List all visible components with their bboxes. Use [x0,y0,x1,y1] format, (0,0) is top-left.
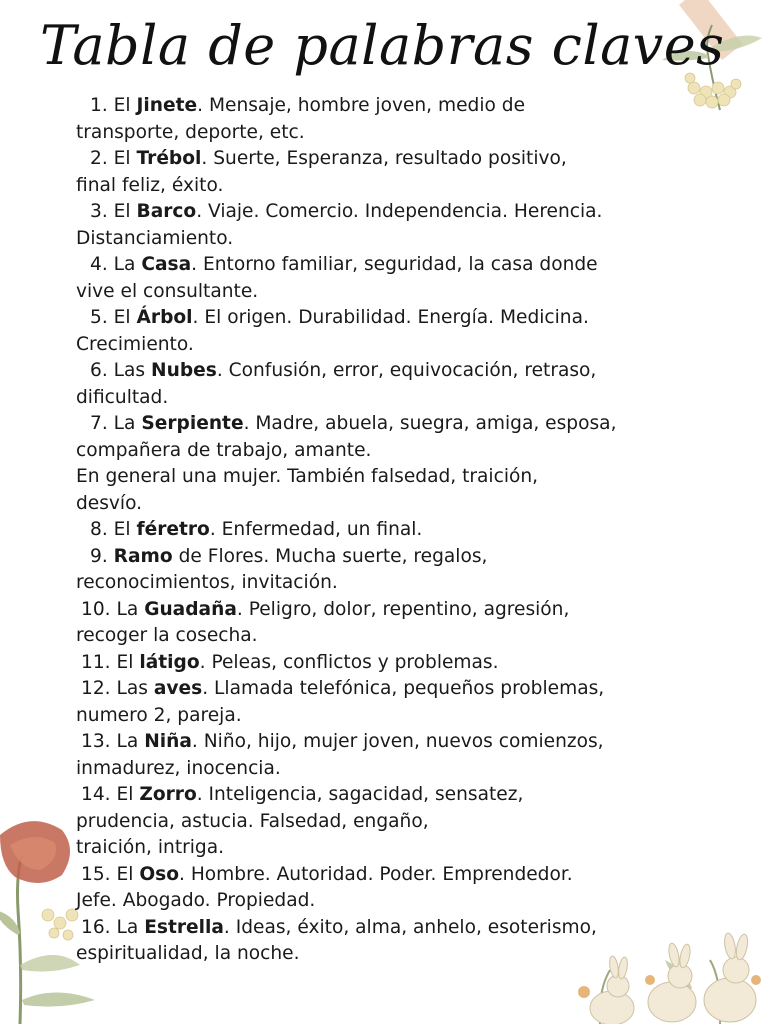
entry-text: transporte, deporte, etc. [76,121,305,143]
entry-article: El [116,784,134,805]
entry-number: 2. [90,148,108,169]
entry-number: 9. [90,545,108,567]
list-item [76,597,696,650]
entry-article: La [113,254,136,275]
entry-text: . Suerte, Esperanza, resultado positivo, [201,148,567,169]
entry-number: 4. [90,254,108,275]
entry-article: La [113,413,136,434]
entry-keyword: Oso [139,863,179,885]
entry-text: compañera de trabajo, amante. [76,439,372,461]
list-item [76,305,696,358]
list-item [76,544,696,597]
entry-keyword: Estrella [144,916,224,938]
list-item [76,862,696,915]
entry-text: recoger la cosecha. [76,625,258,646]
list-item [76,915,696,968]
entry-number: 13. [81,731,111,752]
entry-text: Jefe. Abogado. Propiedad. [76,890,316,911]
entry-keyword: Casa [141,254,192,275]
entry-article: El [113,148,131,169]
entry-article: El [113,95,131,116]
entry-article: La [116,916,139,938]
entry-text: Crecimiento. [76,333,194,355]
entry-article: La [116,731,139,752]
list-item [76,199,696,252]
list-item [76,676,696,729]
entry-text: reconocimientos, invitación. [76,572,338,593]
entry-text: . Entorno familiar, seguridad, la casa donde [191,254,598,275]
entry-text: final feliz, éxito. [76,174,224,196]
entry-text: . Ideas, éxito, alma, anhelo, esoterismo, [223,916,597,938]
entry-keyword: Zorro [139,784,197,805]
entry-keyword: féretro [136,519,210,540]
entry-keyword: Niña [144,731,192,752]
entry-text: dificultad. [76,386,169,408]
entry-article: Las [113,360,146,381]
entry-text: . Peleas, conflictos y problemas. [199,651,499,673]
entry-keyword: Serpiente [141,413,244,434]
entry-article: El [113,519,131,540]
list-item [76,782,696,862]
entry-number: 10. [81,598,111,620]
entry-keyword: Ramo [113,545,173,567]
entry-text: . El origen. Durabilidad. Energía. Medicina. [192,307,589,328]
entry-keyword: látigo [139,651,200,673]
entry-number: 16. [81,916,111,938]
list-item [76,358,696,411]
entry-keyword: Árbol [136,307,193,328]
entry-text: . Peligro, dolor, repentino, agresión, [236,598,570,620]
keyword-list [76,93,696,968]
entry-article: El [113,307,131,328]
entry-text: espiritualidad, la noche. [76,943,300,964]
entry-text: prudencia, astucia. Falsedad, engaño, [76,810,429,832]
entry-article: La [116,598,139,620]
entry-text: . Mensaje, hombre joven, medio de [197,95,526,116]
entry-number: 1. [90,95,108,116]
entry-text: . Hombre. Autoridad. Poder. Emprendedor. [179,863,573,885]
entry-text: numero 2, pareja. [76,704,242,726]
entry-number: 7. [90,413,108,434]
entry-text: inmadurez, inocencia. [76,757,281,779]
list-item [76,146,696,199]
list-item [76,93,696,146]
entry-keyword: Guadaña [144,598,237,620]
entry-keyword: Barco [136,201,197,222]
entry-keyword: Trébol [136,148,202,169]
entry-text: de Flores. Mucha suerte, regalos, [172,545,488,567]
entry-text: Distanciamiento. [76,227,234,249]
entry-text: . Viaje. Comercio. Independencia. Herencia. [196,201,603,222]
entry-keyword: aves [153,678,203,699]
entry-text: . Inteligencia, sagacidad, sensatez, [196,784,524,805]
entry-article: Las [116,678,148,699]
entry-number: 14. [81,784,111,805]
entry-number: 3. [90,201,108,222]
entry-article: El [116,651,134,673]
entry-keyword: Nubes [151,360,217,381]
entry-text: . Confusión, error, equivocación, retraso, [216,360,597,381]
entry-number: 5. [90,307,108,328]
list-item [76,252,696,305]
entry-text: . Madre, abuela, suegra, amiga, esposa, [243,413,617,434]
page-title: Tabla de palabras claves [40,14,725,77]
entry-text: . Enfermedad, un final. [209,519,423,540]
entry-number: 6. [90,360,108,381]
entry-article: El [113,201,131,222]
list-item [76,517,696,544]
list-item [76,729,696,782]
entry-text: . Niño, hijo, mujer joven, nuevos comienzos, [191,731,604,752]
list-item [76,650,696,677]
entry-number: 12. [81,678,111,699]
entry-number: 15. [81,863,111,885]
list-item [76,411,696,517]
entry-keyword: Jinete [136,95,198,116]
entry-number: 8. [90,519,108,540]
entry-text: traición, intriga. [76,837,225,858]
entry-text: vive el consultante. [76,280,259,302]
entry-number: 11. [81,651,111,673]
entry-article: El [116,863,134,885]
entry-text: . Llamada telefónica, pequeños problemas, [202,678,605,699]
entry-text: En general una mujer. También falsedad, traición, [76,466,539,487]
entry-text: desvío. [76,492,143,514]
